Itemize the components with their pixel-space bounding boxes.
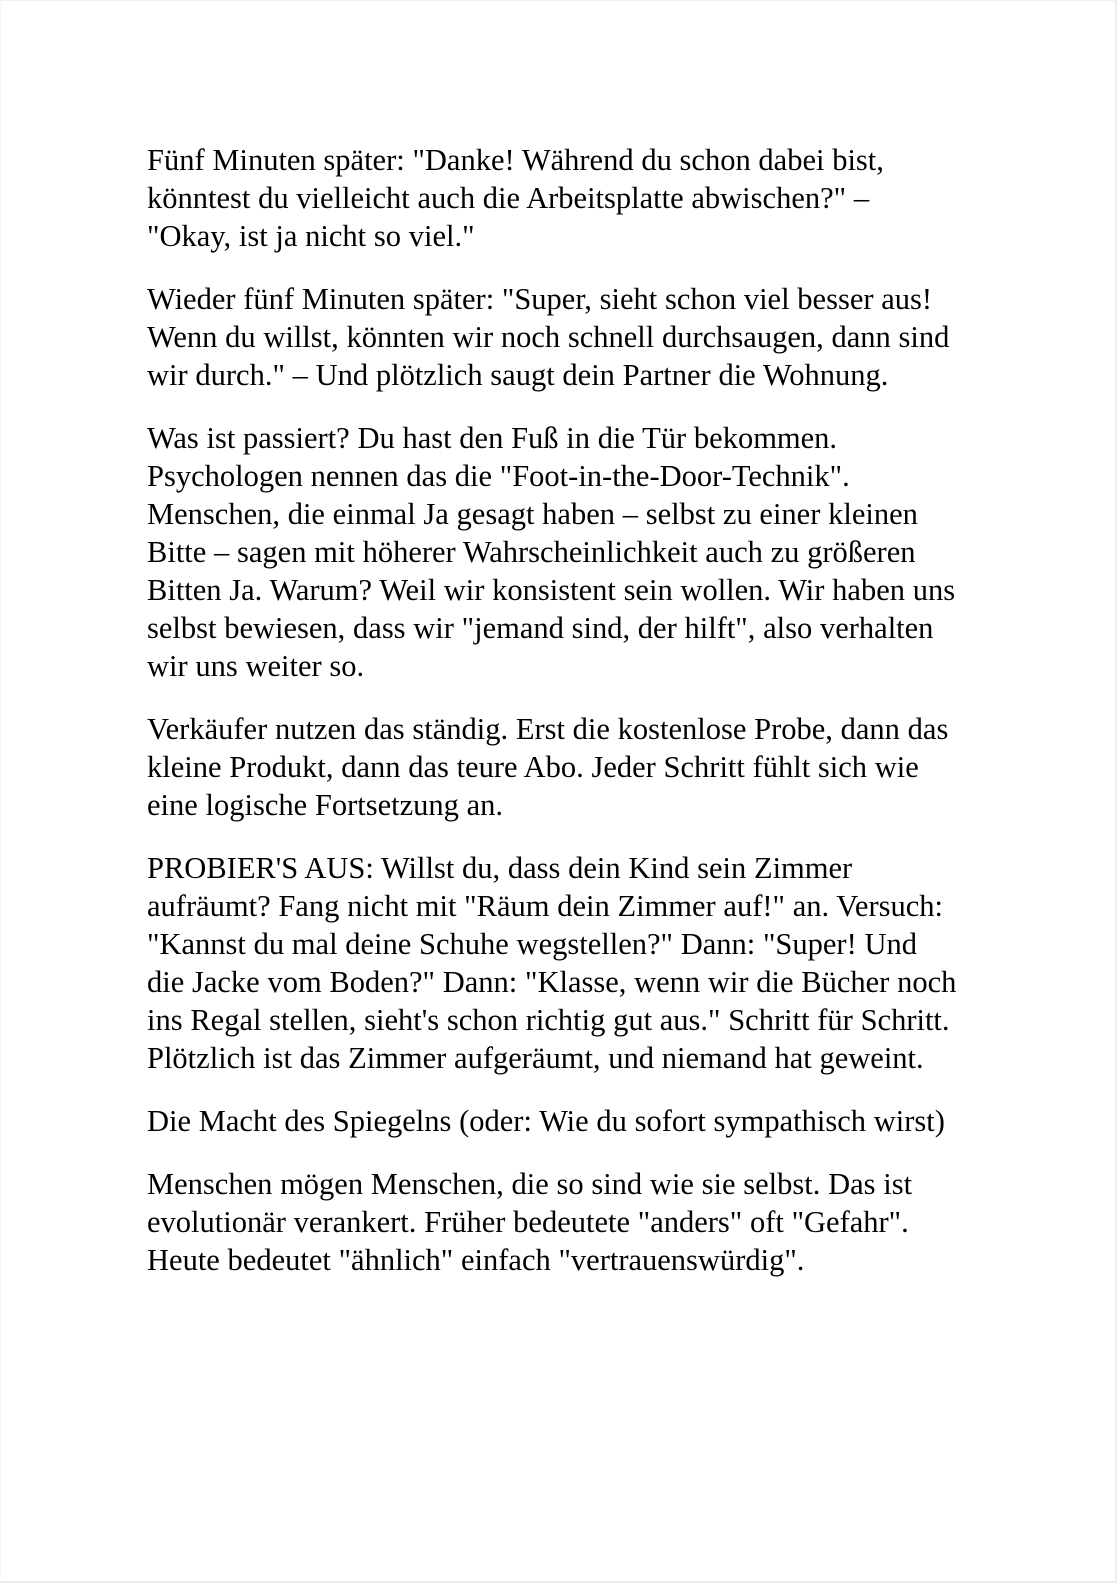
paragraph: Was ist passiert? Du hast den Fuß in die Tür bekommen. Psychologen nennen das die "Foot-in-the-Door-Technik". Menschen, die einmal Ja gesagt haben – selbst zu einer kleinen Bitte – sagen mit höherer Wahrscheinlichkeit auch zu größeren Bitten Ja. Warum? Weil wir konsistent sein wollen. Wir haben uns selbst bewiesen, dass wir "jemand sind, der hilft", also verhalten wir uns weiter so. [147, 421, 963, 683]
paragraph: Wieder fünf Minuten später: "Super, sieht schon viel besser aus! Wenn du willst, könnten wir noch schnell durchsaugen, dann sind wir durch." – Und plötzlich saugt dein Partner die Wohnung. [147, 282, 958, 392]
section-heading: Die Macht des Spiegelns (oder: Wie du sofort sympathisch wirst) [147, 1104, 945, 1138]
paragraph: Fünf Minuten später: "Danke! Während du schon dabei bist, könntest du vielleicht auch die Arbeitsplatte abwischen?" – "Okay, ist ja nicht so viel." [147, 143, 892, 253]
document-text-column [147, 141, 965, 1279]
paragraph: Menschen mögen Menschen, die so sind wie sie selbst. Das ist evolutionär verankert. Früher bedeutete "anders" oft "Gefahr". Heute bedeutet "ähnlich" einfach "vertrauenswürdig". [147, 1167, 920, 1277]
paragraph: PROBIER'S AUS: Willst du, dass dein Kind sein Zimmer aufräumt? Fang nicht mit "Räum dein Zimmer auf!" an. Versuch: "Kannst du mal deine Schuhe wegstellen?" Dann: "Super! Und die Jacke vom Boden?" Dann: "Klasse, wenn wir die Bücher noch ins Regal stellen, sieht's schon richtig gut aus." Schritt für Schritt. Plötzlich ist das Zimmer aufgeräumt, und niemand hat geweint. [147, 851, 965, 1075]
paragraph: Verkäufer nutzen das ständig. Erst die kostenlose Probe, dann das kleine Produkt, dann das teure Abo. Jeder Schritt fühlt sich wie eine logische Fortsetzung an. [147, 712, 957, 822]
